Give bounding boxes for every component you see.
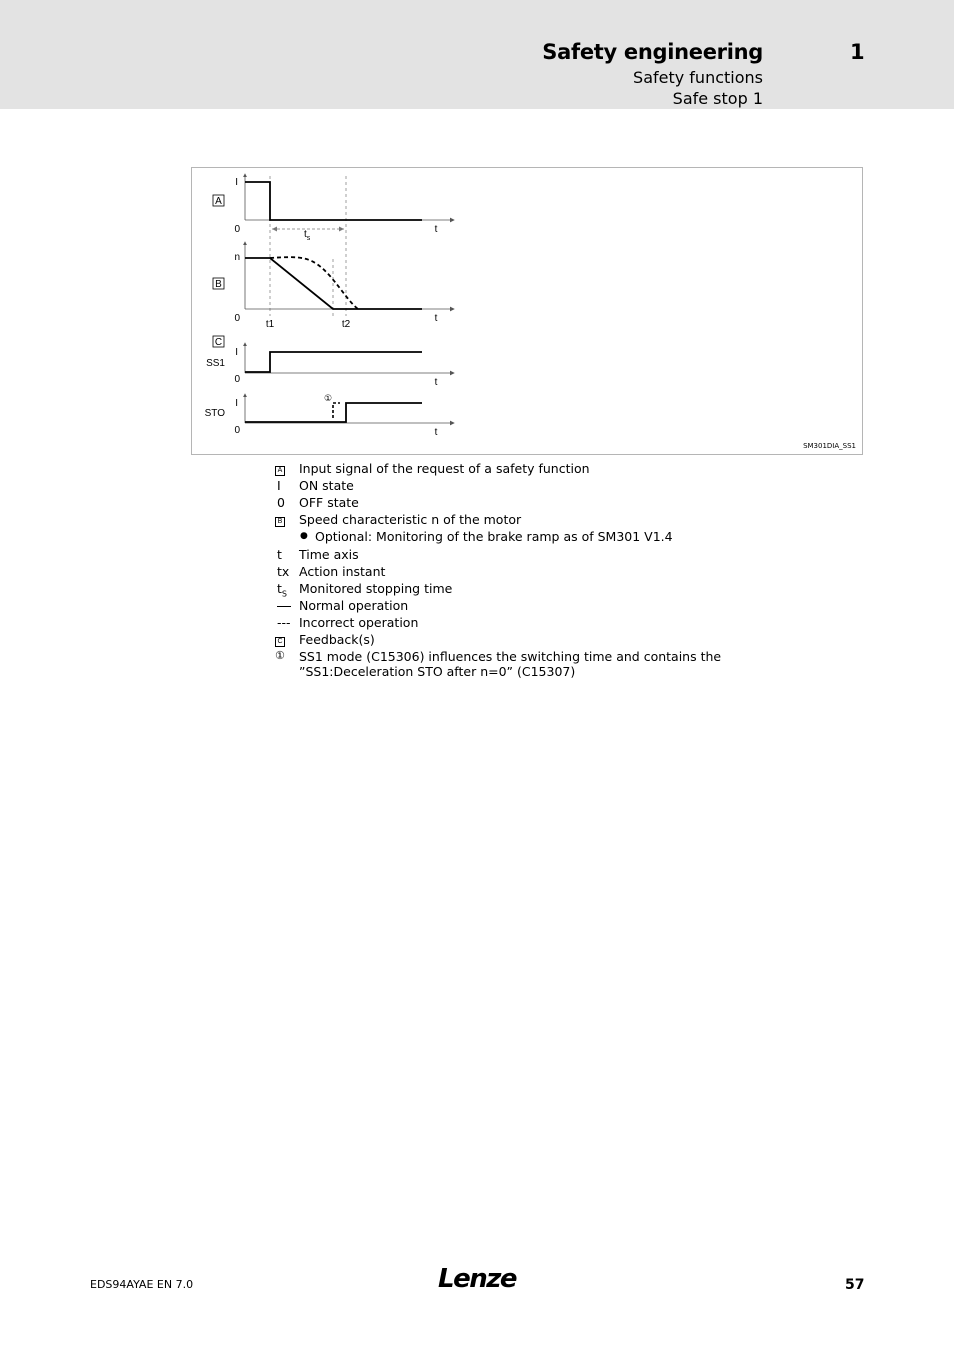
solid-line-symbol xyxy=(277,606,291,607)
legend-text: Input signal of the request of a safety function xyxy=(299,461,590,476)
page-header xyxy=(0,0,954,109)
legend-text: ON state xyxy=(299,478,354,493)
legend-symbol: --- xyxy=(277,615,291,630)
axis-sto-t-label: t xyxy=(434,427,438,438)
svg-text:B: B xyxy=(215,279,222,290)
ts-label: $t_s$ xyxy=(304,229,311,242)
sto-signal-label: STO xyxy=(204,408,225,419)
ss1-signal-trace xyxy=(245,352,422,372)
box-symbol: C xyxy=(275,637,285,647)
axis-sto-on-label: I xyxy=(235,398,238,409)
speed-normal-trace xyxy=(245,258,422,309)
speed-incorrect-trace xyxy=(270,257,358,309)
svg-text:C: C xyxy=(214,337,223,348)
legend-symbol: t xyxy=(277,547,282,562)
panel-label-c xyxy=(213,336,224,348)
ss1-signal-label: SS1 xyxy=(206,358,225,369)
sto-incorrect-trace xyxy=(333,403,340,418)
legend-text: Speed characteristic n of the motor xyxy=(299,512,522,527)
legend-text: Normal operation xyxy=(299,598,409,613)
axis-b-n-label: n xyxy=(234,252,240,263)
axis-b-off-label: 0 xyxy=(234,313,240,324)
legend-symbol: $t_S$ xyxy=(277,581,287,599)
legend-text: SS1 mode (C15306) influences the switching time and contains the xyxy=(299,649,722,664)
timing-diagram-svg xyxy=(192,168,864,456)
marker-1: ① xyxy=(323,394,333,404)
legend-text: Action instant xyxy=(299,564,386,579)
axis-ss1-off-label: 0 xyxy=(234,374,240,385)
legend-text: OFF state xyxy=(299,495,359,510)
subsection-title: Safety functions xyxy=(633,68,763,87)
legend-symbol: I xyxy=(277,478,281,493)
box-symbol: B xyxy=(275,517,285,527)
legend-symbol: 0 xyxy=(277,495,285,510)
panel-label-b xyxy=(213,278,224,290)
axis-b-t-label: t xyxy=(434,313,438,324)
axis-a-on-label: I xyxy=(235,177,238,188)
legend-text: ”SS1:Deceleration STO after n=0” (C15307) xyxy=(299,664,576,679)
axis-a-off-label: 0 xyxy=(234,224,240,235)
legend-text: Feedback(s) xyxy=(299,632,375,647)
axis-a-t-label: t xyxy=(434,224,438,235)
box-symbol: A xyxy=(275,466,285,476)
document-id: EDS94AYAE EN 7.0 xyxy=(90,1278,194,1291)
legend-symbol: tx xyxy=(277,564,290,579)
legend-symbol: ① xyxy=(275,649,285,662)
axis-ss1-on-label: I xyxy=(235,347,238,358)
t1-label: t1 xyxy=(265,319,275,330)
legend-text: Monitored stopping time xyxy=(299,581,453,596)
legend-text: Incorrect operation xyxy=(299,615,419,630)
figure-id: SM301DIA_SS1 xyxy=(803,442,856,450)
subsubsection-title: Safe stop 1 xyxy=(672,89,763,108)
axis-ss1-t-label: t xyxy=(434,377,438,388)
timing-diagram xyxy=(191,167,863,455)
bullet-icon: ● xyxy=(300,531,308,541)
legend-text: Optional: Monitoring of the brake ramp as of SM301 V1.4 xyxy=(315,529,673,544)
t2-label: t2 xyxy=(341,319,351,330)
chapter-number: 1 xyxy=(850,40,865,64)
page-number: 57 xyxy=(845,1277,865,1293)
section-title: Safety engineering xyxy=(542,40,763,64)
axis-sto-off-label: 0 xyxy=(234,425,240,436)
lenze-logo: Lenze xyxy=(438,1264,516,1294)
panel-label-a xyxy=(213,195,224,207)
legend-text: Time axis xyxy=(299,547,359,562)
svg-text:A: A xyxy=(215,196,222,207)
request-signal-trace xyxy=(245,182,422,220)
